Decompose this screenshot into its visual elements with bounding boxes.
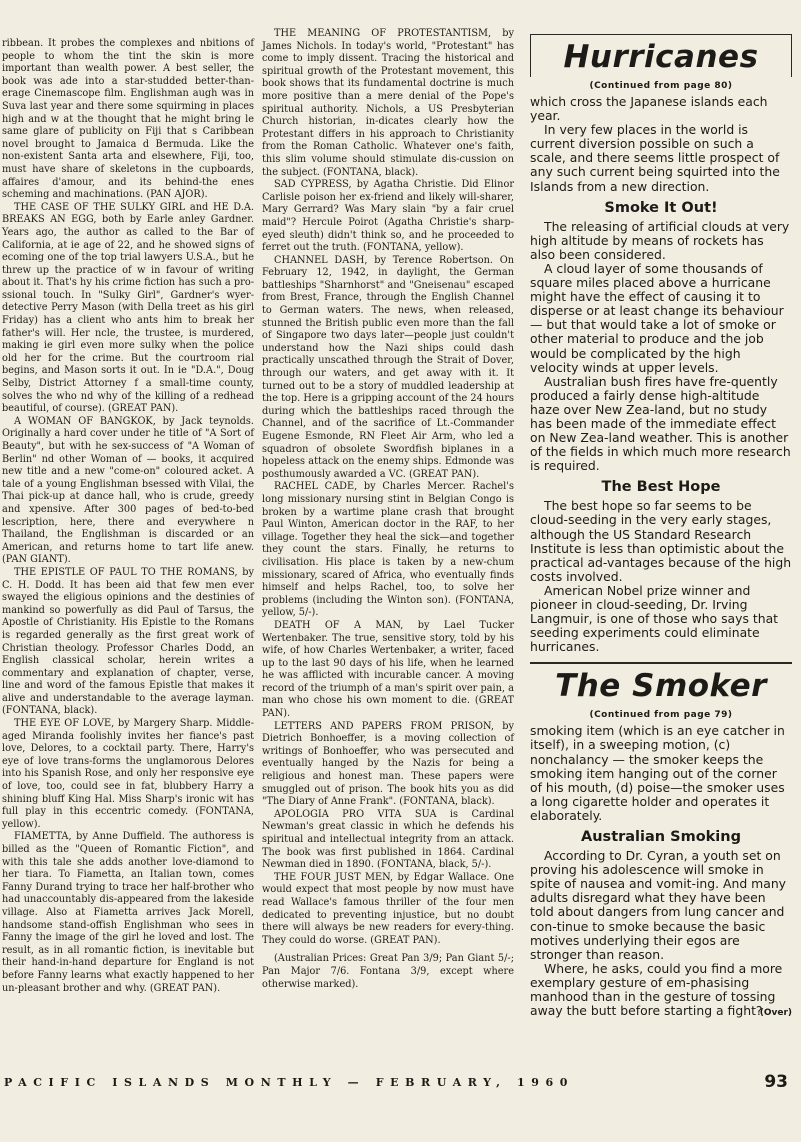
review-paragraph: CHANNEL DASH, by Terence Robertson. On February 12, 1942, in daylight, the German battleships "Sharnhorst" and "Gneisenau" escaped from Brest, France, through the English Channel to German waters. The news, when released, stunned the British public even more than the fall of Singapore two days later—people just couldn't understand how the Nazi ships could dash practically unscathed through the Strait of Dover, through our waters, and get away with it. It turned out to be a story of muddled leadership at the top. Here is a gripping account of the 24 hours during which the battleships raced through the Channel, and of the sacrifice of Lt.-Commander Eugene Esmonde, RN Fleet Air Arm, who led a squadron of obsolete Swordfish biplanes in a hopeless attack on the enemy ships. Edmonde was posthumously awarded a VC. (GREAT PAN). — [262, 254, 514, 480]
review-paragraph: THE MEANING OF PROTESTANTISM, by James Nichols. In today's world, "Protestant" has come to imply dissent. Tracing the historical and spiritual growth of the Protestant movement, this book shows that its fundamental doctrine is much more positive than a mere denial of the Pope's spiritual authority. Nichols, a US Presbyterian Church historian, in-dicates clearly how the Protestant differs in his approach to Christianity from the Roman Catholic. Whatever one's faith, this slim volume should stimulate dis-cussion on the subject. (FONTANA, black). — [262, 28, 514, 178]
review-paragraph: THE CASE OF THE SULKY GIRL and HE D.A. BREAKS AN EGG, both by Earle anley Gardner. Years ago, the author as called to the Bar of California, at ie age of 22, and he showed signs of ecoming one of the top trial lawyers U.S.A., but he threw up the practice of w in favour of writing about it. That's hy his crime fiction has such a pro-ssional touch. In "Sulky Girl", Gardner's wyer-detective Perry Mason (with Della treet as his girl Friday) has a client who ants him to break her father's will. Her ncle, the trustee, is murdered, making ie girl even more sulky when the police old her for the crime. But the courtroom rial begins, and Mason sorts it out. In ie "D.A.", Doug Selby, District Attorney f a small-time county, solves the who nd why of the killing of a redhead beautiful, of course). (GREAT PAN). — [2, 201, 254, 415]
article-paragraph: In very few places in the world is current diversion possible on such a scale, and there seems little prospect of any such current being squirted into the Islands from a new direction. — [530, 122, 780, 194]
continued-note: (Continued from page 79) — [589, 710, 733, 721]
smoker-title: The Smoker — [555, 668, 767, 705]
review-paragraph: RACHEL CADE, by Charles Mercer. Rachel's long missionary nursing stint in Belgian Congo is broken by a wartime plane crash that brought Paul Winton, American doctor in the RAF, to her village. Together they heal the sick—and together they count the stars. Finally, he returns to civilisation. His place is taken by a new-chum missionary, scared of Africa, who eventually finds himself and helps Rachel, too, to solve her problems (including the Winton son). (FONTANA, yellow, 5/-). — [262, 481, 514, 619]
review-paragraph: A WOMAN OF BANGKOK, by Jack teynolds. Originally a hard cover under he title of "A Sort of Beauty", but with he sex-success of "A Woman of Berlin" nd other Woman of — books, it acquired new title and a new "come-on" coloured acket. A tale of a young Englishman bsessed with Vilai, the Thai pick-up at dance hall, who is crude, greedy and xpensive. After 300 pages of bed-to-bed lescription, here, there and everywhere n Thailand, the Englishman is discarded or an American, and returns home to tart life anew. (PAN GIANT). — [2, 415, 254, 566]
article-paragraph: Australian bush fires have fre-quently produced a fairly dense high-altitude haze over New Zea-land, but no study has been made of the immediate effect on New Zea-land weather. This is another of the fields in which much more research is required. — [530, 373, 791, 474]
hurricanes-title: Hurricanes — [563, 39, 759, 75]
price-note: (Australian Prices: Great Pan 3/9; Pan Giant 5/-; Pan Major 7/6. Fontana 3/9, except where otherwise marked). — [262, 953, 514, 990]
hurricanes-title-box — [530, 34, 792, 77]
review-paragraph: SAD CYPRESS, by Agatha Christie. Did Elinor Carlisle poison her ex-friend and likely will-sharer, Mary Gerrard? Was Mary slain "by a fair cruel maid"? Hercule Poirot (Agatha Christie's sharp-eyed sleuth) didn't think so, and he proceeded to ferret out the truth. (FONTANA, yellow). — [262, 179, 514, 254]
article-paragraph: The releasing of artificial clouds at very high altitude by means of rockets has also been considered. — [530, 218, 790, 262]
article-paragraph: The best hope so far seems to be cloud-seeding in the very early stages, although the US Standard Research Institute is less than optimistic about the practical ad-vantages because of the high costs involved. — [530, 498, 792, 584]
middle-column — [262, 28, 514, 991]
subheading-smoke-it-out: Smoke It Out! — [604, 199, 718, 216]
article-paragraph: A cloud layer of some thousands of square miles placed above a hurricane might have the effect of causing it to disperse or at least change its behaviour — but that would take a lot of smoke or other material to produce and the job would be complicated by the high velocity winds at upper levels. — [530, 260, 784, 375]
review-paragraph: DEATH OF A MAN, by Lael Tucker Wertenbaker. The true, sensitive story, told by his wife, of how Charles Wertenbaker, a writer, faced up to the last 90 days of his life, when he learned he was afflicted with incurable cancer. A moving record of the triumph of a man's spirit over pain, a man who chose his own moment to die. (GREAT PAN). — [262, 619, 514, 720]
article-paragraph: smoking item (which is an eye catcher in itself), in a sweeping motion, (c) nonchalancy — the smoker keeps the smoking item hanging out of the corner of his mouth, (d) poise—the smoker uses a long cigarette holder and operates it elaborately. — [530, 723, 785, 823]
article-paragraph: which cross the Japanese islands each year. — [530, 94, 768, 124]
continued-note: (Continued from page 80) — [589, 81, 733, 91]
footer-publication: PACIFIC ISLANDS MONTHLY — FEBRUARY, 1960 — [4, 1076, 575, 1089]
article-paragraph: Where, he asks, could you find a more exemplary gesture of em-phasising manhood than in the gesture of tossing away the butt before starting a fight? — [530, 960, 783, 1019]
article-paragraph: According to Dr. Cyran, a youth set on proving his adolescence will smoke in spite of nausea and vomit-ing. And many adults disregard what they have been told about dangers from lung cancer and con-tinue to smoke because the basic motives underlying their egos are stronger than reason. — [530, 848, 786, 962]
review-paragraph: LETTERS AND PAPERS FROM PRISON, by Dietrich Bonhoeffer, is a moving collection of writings of Bonhoeffer, who was persecuted and eventually hanged by the Nazis for being a religious and honest man. These papers were smuggled out of prison. The book hits you as did "The Diary of Anne Frank". (FONTANA, black). — [262, 720, 514, 808]
review-paragraph: THE EPISTLE OF PAUL TO THE ROMANS, by C. H. Dodd. It has been aid that few men ever swayed the eligious opinions and the destinies of mankind so powerfully as did Paul of Tarsus, the Apostle of Christianity. His Epistle to the Romans is regarded generally as the first great work of Christian theology. Professor Charles Dodd, an English classical scholar, herein writes a commentary and explanation of chapter, verse, line and word of the famous Epistle that makes it alive and understandable to the average layman. (FONTANA, black). — [2, 566, 254, 717]
review-paragraph: THE FOUR JUST MEN, by Edgar Wallace. One would expect that most people by now must have read Wallace's famous thriller of the four men dedicated to preventing injustice, but no doubt there will always be new readers for every-thing. They could do worse. (GREAT PAN). — [262, 871, 514, 946]
review-paragraph: THE EYE OF LOVE, by Margery Sharp. Middle-aged Miranda foolishly invites her fiance's past love, Delores, to a cocktail party. There, Harry's eye of love trans-forms the unglamorous Delores into his Spanish Rose, and only her responsive eye of love, too, could see in fat, blubbery Harry a shining bluff King Hal. Miss Sharp's ironic wit has full play in this eccentric comedy. (FONTANA, yellow). — [2, 718, 254, 830]
page-number: 93 — [764, 1072, 788, 1092]
smoker-title-box — [530, 662, 792, 706]
review-paragraph: ribbean. It probes the complexes and nbitions of people to whom the tint the skin is more important than wealth power. A best seller, the book was ade into a star-studded better-than-erage Cinemascope film. Englishman augh was in Suva last year and there some squirming in places high and w at the thought that he might bring le same glare of publicity on Fiji that s Caribbean novel brought to Jamaica d Bermuda. Like the non-existent Santa arta and elsewhere, Fiji, too, must have share of skeletons in the cupboards, affaires d'amour, and its behind-the enes scheming and machinations. (PAN AJOR). — [2, 38, 254, 201]
page-footer — [4, 1072, 794, 1096]
review-paragraph: FIAMETTA, by Anne Duffield. The authoress is billed as the "Queen of Romantic Fiction", and with this tale she adds another love-diamond to her tiara. To Fiametta, an Italian town, comes Fanny Durand trying to trace her half-brother who had unaccountably dis-appeared from the lakeside village. Also at Fiametta arrives Jack Morell, handsome stand-offish Englishman who sees in Fanny the image of the girl he loved and lost. The result, as in all romantic fiction, is inevitable but their hand-in-hand departure for England is not before Fanny learns what exactly happened to her un-pleasant brother and why. (GREAT PAN). — [2, 831, 254, 994]
right-column — [530, 34, 792, 1018]
subheading-australian-smoking: Australian Smoking — [581, 829, 741, 846]
review-paragraph: APOLOGIA PRO VITA SUA is Cardinal Newman's great classic in which he defends his spiritual and intellectual integrity from an attack. The book was first published in 1864. Cardinal Newman died in 1890. (FONTANA, black, 5/-). — [262, 808, 514, 871]
subheading-best-hope: The Best Hope — [601, 479, 721, 496]
over-note: (Over) — [759, 1008, 792, 1019]
left-column — [2, 38, 254, 995]
article-paragraph: American Nobel prize winner and pioneer in cloud-seeding, Dr. Irving Langmuir, is one of those who says that seeding experiments could eliminate hurricanes. — [530, 582, 779, 655]
